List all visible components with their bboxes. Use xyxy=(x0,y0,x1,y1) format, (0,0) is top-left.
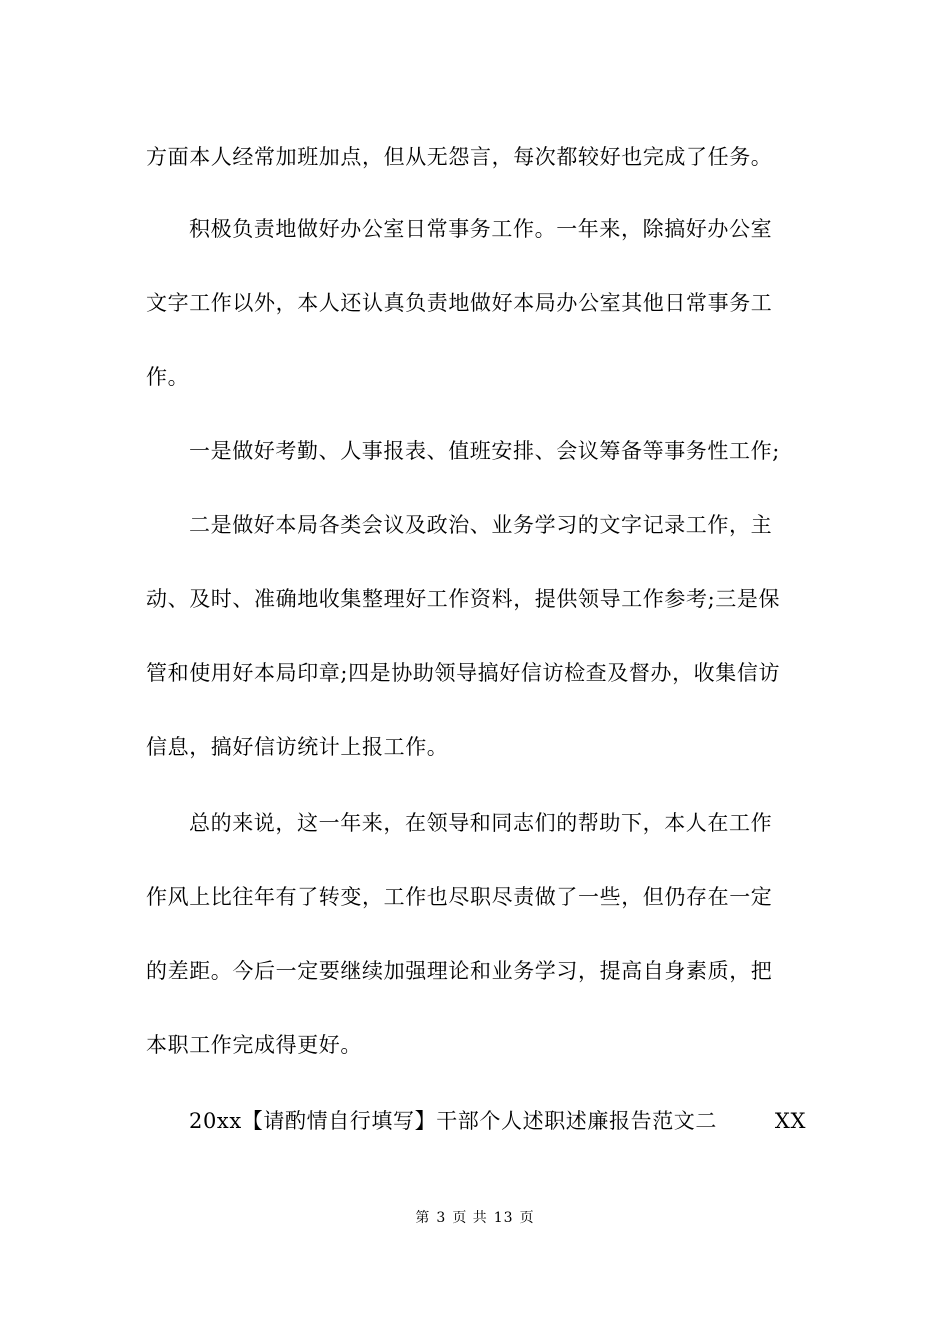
footer-total-pages: 13 xyxy=(493,1210,514,1226)
text-line-3: 文字工作以外，本人还认真负责地做好本局办公室其他日常事务工 xyxy=(146,291,773,315)
text-line-4: 作。 xyxy=(146,365,190,389)
footer-current-page: 3 xyxy=(436,1210,447,1226)
text-line-13: 本职工作完成得更好。 xyxy=(146,1033,362,1057)
text-line-2: 积极负责地做好办公室日常事务工作。一年来，除搞好办公室 xyxy=(189,217,773,241)
footer-suffix: 页 xyxy=(519,1210,535,1226)
text-line-8: 管和使用好本局印章;四是协助领导搞好信访检查及督办，收集信访 xyxy=(146,661,781,685)
heading-title: 20xx【请酌情自行填写】干部个人述职述廉报告范文二 xyxy=(189,1109,718,1133)
heading-trailing: XX xyxy=(774,1109,806,1133)
text-line-6: 二是做好本局各类会议及政治、业务学习的文字记录工作，主 xyxy=(189,513,773,537)
text-line-5: 一是做好考勤、人事报表、值班安排、会议筹备等事务性工作; xyxy=(189,439,780,463)
text-line-10: 总的来说，这一年来，在领导和同志们的帮助下，本人在工作 xyxy=(189,811,773,835)
text-line-11: 作风上比往年有了转变，工作也尽职尽责做了一些，但仍存在一定 xyxy=(146,885,773,909)
text-line-12: 的差距。今后一定要继续加强理论和业务学习，提高自身素质，把 xyxy=(146,959,773,983)
text-line-1: 方面本人经常加班加点，但从无怨言，每次都较好也完成了任务。 xyxy=(146,145,773,169)
footer-mid: 页 共 xyxy=(452,1210,488,1226)
footer-prefix: 第 xyxy=(415,1210,431,1226)
text-line-7: 动、及时、准确地收集整理好工作资料，提供领导工作参考;三是保 xyxy=(146,587,781,611)
heading-line xyxy=(189,1106,806,1136)
text-line-9: 信息，搞好信访统计上报工作。 xyxy=(146,735,449,759)
page-footer xyxy=(0,1208,950,1228)
